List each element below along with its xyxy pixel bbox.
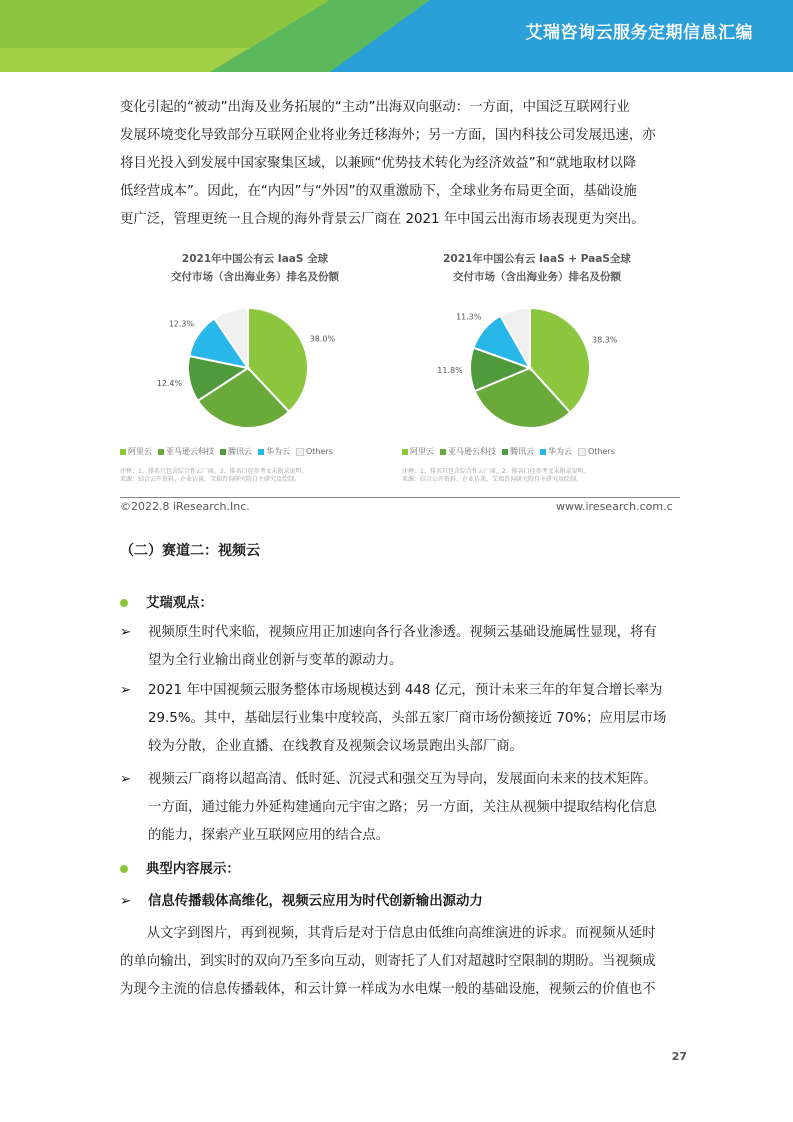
section-title: （二）赛道二：视频云: [120, 543, 260, 559]
arrow-bullet-icon: ➢: [120, 894, 132, 909]
chart-note: [402, 468, 672, 484]
showcase-heading-text: 典型内容展示：: [146, 862, 240, 877]
arrow-bullet-icon: ➢: [120, 625, 132, 640]
copyright-text: ©2022.8 iResearch.Inc.: [120, 500, 250, 513]
showcase-line: 从文字到图片，再到视频，其背后是对于信息由低维向高维演进的诉求。而视频从延时: [120, 926, 656, 941]
legend-item: [578, 447, 615, 456]
viewpoint-item: [120, 766, 680, 850]
intro-line: 更广泛，管理更统一且合规的海外背景云厂商在 2021 年中国云出海市场表现更为突出。: [120, 212, 645, 227]
legend-label: 华为云: [548, 447, 572, 456]
chart-source-text: 来源：结合公开资料、企业访谈、艾瑞咨询研究院自主研究及绘制。: [402, 476, 583, 483]
viewpoint-item: [120, 677, 680, 761]
viewpoint-line: 望为全行业输出商业创新与变革的源动力。: [148, 653, 403, 668]
viewpoint-line: 较为分散，企业直播、在线教育及视频会议场景跑出头部厂商。: [148, 739, 523, 754]
chart-legend: [402, 446, 672, 457]
legend-swatch: [540, 449, 546, 455]
showcase-line: 的单向输出，到实时的双向乃至多向互动，则寄托了人们对超越时空限制的期盼。当视频成: [120, 954, 656, 969]
legend-swatch: [120, 449, 126, 455]
chart-note-text: 注释：1、排名只包含综合性云厂商。2、排名口径参考文末附录说明。: [402, 468, 590, 475]
pie-svg: [120, 248, 390, 443]
viewpoint-heading-text: 艾瑞观点：: [146, 596, 213, 611]
viewpoint-line: 一方面，通过能力外延构建通向元宇宙之路；另一方面，关注从视频中提取结构化信息: [148, 800, 657, 815]
pie-data-label: 38.0%: [309, 334, 336, 344]
legend-label: Others: [306, 447, 333, 456]
viewpoint-heading: [120, 590, 213, 618]
legend-label: 亚马逊云科技: [166, 447, 214, 456]
pie-data-label: 12.4%: [156, 379, 183, 388]
showcase-line: 为现今主流的信息传播载体，和云计算一样成为水电煤一般的基础设施，视频云的价值也不: [120, 982, 656, 997]
showcase-paragraph: [120, 920, 680, 1004]
legend-label: 阿里云: [410, 447, 434, 456]
legend-swatch: [220, 449, 226, 455]
viewpoint-line: 视频原生时代来临，视频应用正加速向各行各业渗透。视频云基础设施属性显现，将有: [148, 625, 657, 640]
legend-swatch: [578, 448, 586, 456]
chart-title-line: 2021年中国公有云 IaaS 全球: [181, 253, 329, 265]
chart-note-text: 注释：1、排名只包含综合性云厂商。2、排名口径参考文末附录说明。: [120, 468, 308, 475]
legend-label: 腾讯云: [228, 447, 252, 456]
legend-item: [158, 447, 214, 456]
legend-item: [120, 447, 152, 456]
legend-item: [440, 447, 496, 456]
chart-legend: [120, 446, 390, 457]
legend-item: [402, 447, 434, 456]
pie-data-label: 11.8%: [437, 366, 463, 375]
viewpoint-item: [120, 619, 680, 675]
legend-label: 阿里云: [128, 447, 152, 456]
pie-data-label: [500, 442, 526, 443]
header-banner: [0, 0, 793, 72]
bullet-dot-icon: [120, 599, 128, 607]
pie-chart-iaas: [120, 248, 390, 488]
legend-swatch: [296, 448, 304, 456]
arrow-bullet-icon: ➢: [120, 772, 132, 787]
intro-paragraph: [120, 94, 680, 234]
legend-label: Others: [588, 447, 615, 456]
legend-swatch: [502, 449, 508, 455]
chart-source-text: 来源：结合公开资料、企业访谈、艾瑞咨询研究院自主研究及绘制。: [120, 476, 301, 483]
legend-label: 亚马逊云科技: [448, 447, 496, 456]
header-title: 艾瑞咨询云服务定期信息汇编: [525, 23, 753, 43]
viewpoint-line: 视频云厂商将以超高清、低时延、沉浸式和强交互为导向，发展面向未来的技术矩阵。: [148, 772, 657, 787]
legend-item: [540, 447, 572, 456]
viewpoint-line: 2021 年中国视频云服务整体市场规模达到 448 亿元，预计未来三年的年复合增长率为: [148, 683, 663, 698]
intro-line: 发展环境变化导致部分互联网企业将业务迁移海外；另一方面，国内科技公司发展迅速，亦: [120, 128, 656, 143]
legend-item: [258, 447, 290, 456]
showcase-heading: [120, 856, 240, 884]
legend-swatch: [402, 449, 408, 455]
legend-item: [296, 447, 333, 456]
intro-line: 将目光投入到发展中国家聚集区域，以兼顾“优势技术转化为经济效益”和“就地取材以降: [120, 156, 637, 171]
legend-item: [220, 447, 252, 456]
legend-item: [502, 447, 534, 456]
bullet-dot-icon: [120, 865, 128, 873]
chart-title-line: 2021年中国公有云 IaaS + PaaS全球: [443, 253, 631, 265]
chart-note: [120, 468, 390, 484]
footer-url: www.iresearch.com.c: [556, 500, 673, 513]
page-number: 27: [671, 1050, 687, 1063]
intro-line: 变化引起的“被动”出海及业务拓展的“主动”出海双向驱动：一方面，中国泛互联网行业: [120, 100, 630, 115]
figure-divider: [120, 497, 680, 498]
legend-swatch: [440, 449, 446, 455]
pie-data-label: 38.3%: [591, 335, 618, 345]
intro-line: 低经营成本”。因此，在“内因”与“外因”的双重激励下，全球业务布局更全面，基础设施: [120, 184, 637, 199]
pie-data-label: 12.3%: [168, 319, 195, 329]
viewpoint-line: 29.5%。其中，基础层行业集中度较高，头部五家厂商市场份额接近 70%；应用层市场: [148, 711, 667, 726]
legend-label: 华为云: [266, 447, 290, 456]
legend-swatch: [258, 449, 264, 455]
pie-data-label: 11.3%: [456, 312, 482, 322]
chart-title-line: 交付市场（含出海业务）排名及份额: [171, 271, 339, 283]
pie-svg: [402, 248, 672, 443]
pie-chart-iaas-paas: [402, 248, 672, 488]
showcase-subheading-text: 信息传播载体高维化，视频云应用为时代创新输出源动力: [148, 894, 483, 909]
figure: [120, 248, 680, 498]
arrow-bullet-icon: ➢: [120, 683, 132, 698]
legend-swatch: [158, 449, 164, 455]
chart-title-line: 交付市场（含出海业务）排名及份额: [453, 271, 621, 283]
viewpoint-line: 的能力，探索产业互联网应用的结合点。: [148, 828, 390, 843]
legend-label: 腾讯云: [510, 447, 534, 456]
showcase-subheading: [120, 888, 680, 916]
